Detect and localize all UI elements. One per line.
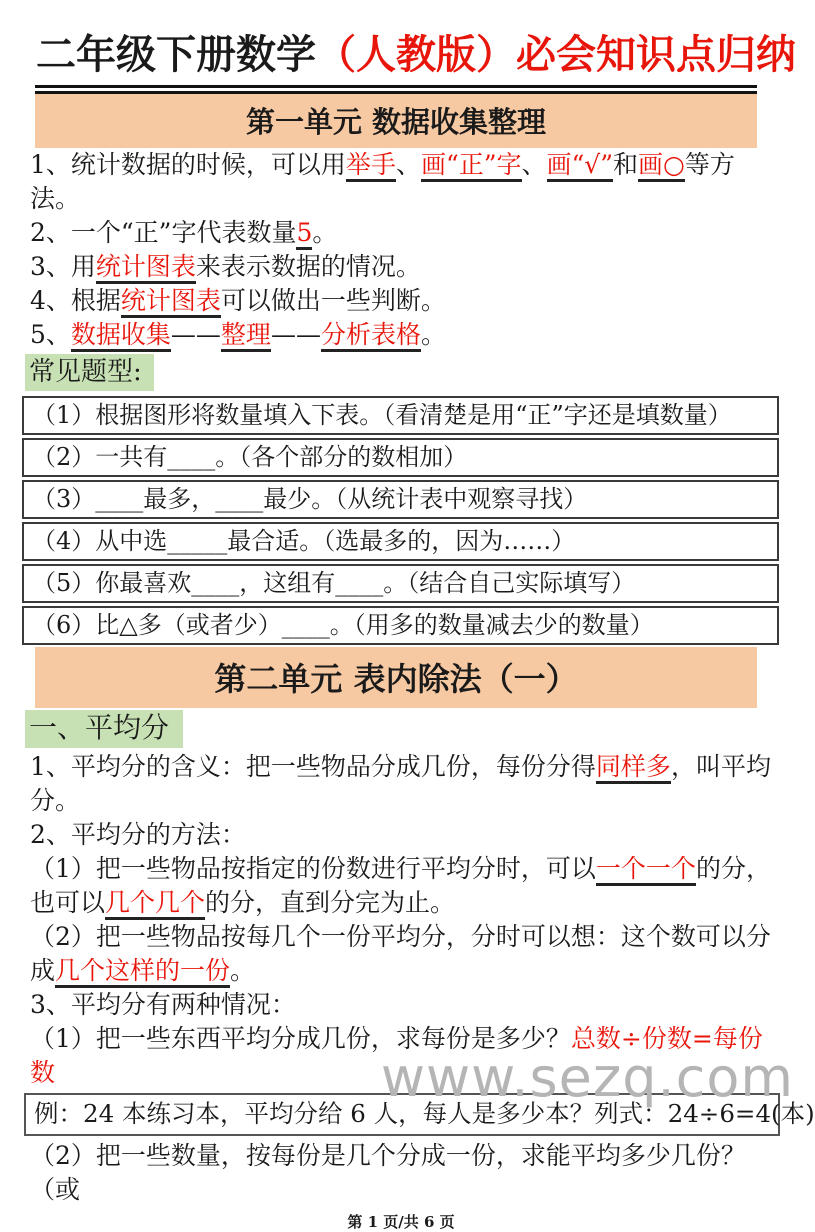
page-number-indicator: 第 1 页/共 6 页 [347,1213,455,1231]
question-type-row-2: （2）一共有____。（各个部分的数相加） [22,438,779,477]
section1-point-2: 2、一个“正”字代表数量5。 [30,216,772,250]
question-type-row-4: （4）从中选_____最合适。（选最多的，因为……） [22,522,779,561]
question-types-table [22,396,779,645]
watermark-text: www.sezq.com [380,1046,794,1109]
question-type-row-6: （6）比△多（或者少）____。（用多的数量减去少的数量） [22,606,779,645]
average-division-subheading: 一、平均分 [25,710,183,748]
section2-point-3-sub-2: （2）把一些数量，按每份是几个分成一份，求能平均多少几份？（或 [30,1141,746,1204]
section2-point-3-sub-1: （1）把一些东西平均分成几份，求每份是多少？总数÷份数=每份数 [30,1024,763,1087]
section2-point-2-sub-2: （2）把一些物品按每几个一份平均分，分时可以想：这个数可以分成几个这样的一份。 [30,920,772,988]
section1-header-banner: 第一单元 数据收集整理 [35,94,757,148]
double-rule-divider [35,85,757,94]
section1-point-3: 3、用统计图表来表示数据的情况。 [30,250,772,284]
example-box: 例：24 本练习本，平均分给 6 人，每人是多少本？列式：24÷6=4(本) [24,1093,780,1136]
section1-point-1: 1、统计数据的时候，可以用举手、画“正”字、画“√”和画○等方法。 [30,150,735,213]
section1-point-4: 4、根据统计图表可以做出一些判断。 [30,284,772,318]
common-question-types-label: 常见题型: [25,354,154,391]
page-title-edition: （人教版）必会知识点归纳 [316,31,796,78]
section2-header-banner: 第二单元 表内除法（一） [35,647,757,708]
section2-point-2-sub-1: （1）把一些物品按指定的份数进行平均分时，可以一个一个的分，也可以几个几个的分，直到分完为止。 [30,852,772,920]
question-type-row-5: （5）你最喜欢____，这组有____。（结合自己实际填写） [22,564,779,603]
question-type-row-1: （1）根据图形将数量填入下表。（看清楚是用“正”字还是填数量） [22,396,779,435]
page-title-course: 二年级下册数学 [36,31,316,78]
question-type-row-3: （3）____最多，____最少。（从统计表中观察寻找） [22,480,779,519]
section2-point-3: 3、平均分有两种情况： [30,990,296,1019]
page-title [36,30,796,80]
section2-point-2: 2、平均分的方法： [30,820,246,849]
section2-point-1: 1、平均分的含义：把一些物品分成几份，每份分得同样多，叫平均分。 [30,752,771,815]
section1-point-5: 5、数据收集——整理——分析表格。 [30,318,772,352]
